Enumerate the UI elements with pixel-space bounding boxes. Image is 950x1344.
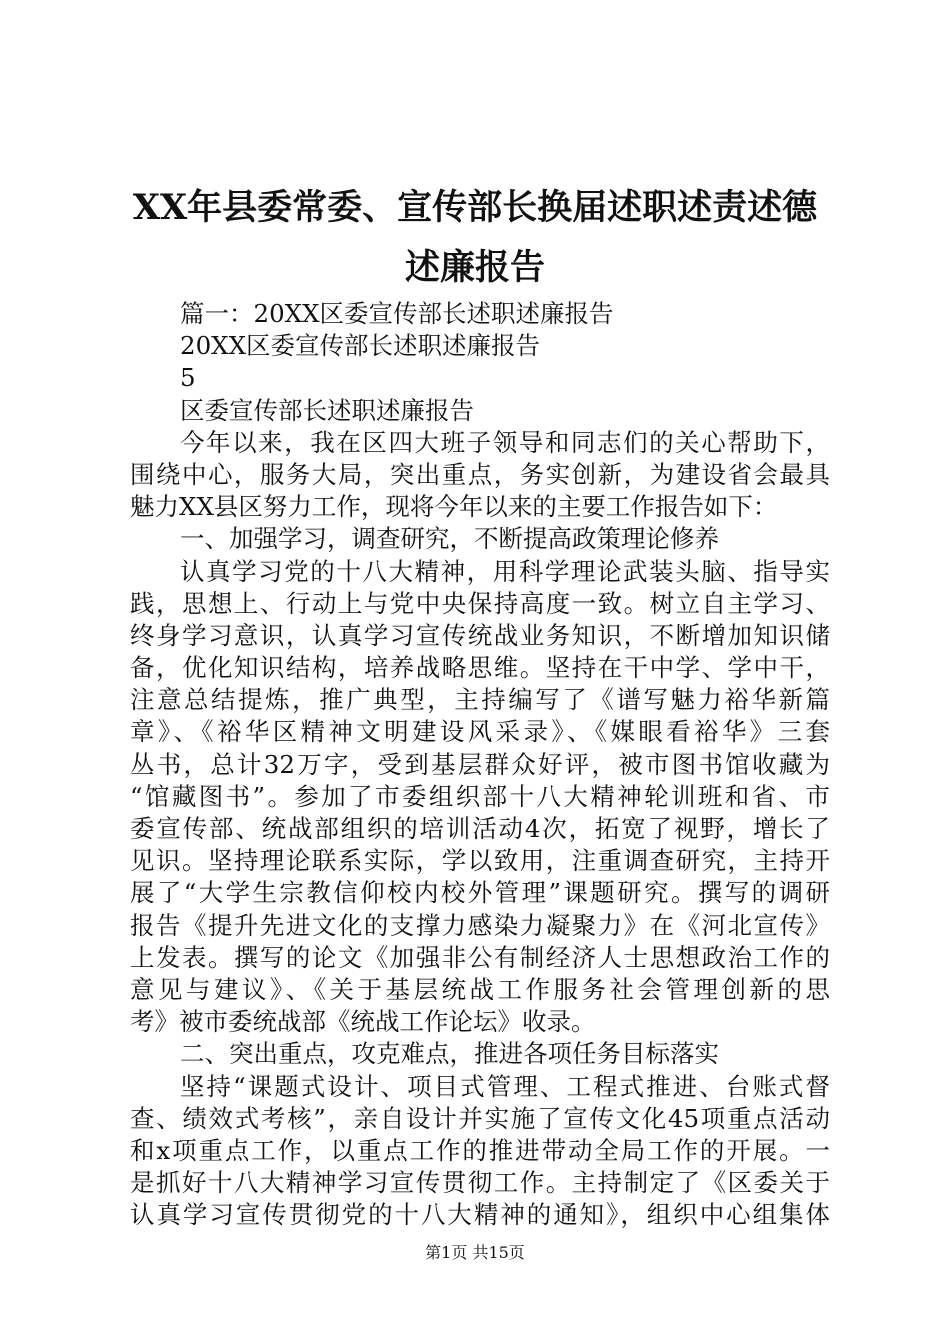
paragraph-line: 展了“大学生宗教信仰校内校外管理”课题研究。撰写的调研 [130, 878, 830, 908]
paragraph-line: 是抓好十八大精神学习宣传贯彻工作。主持制定了《区委关于 [130, 1168, 830, 1198]
section-heading: 一、加强学习，调查研究，不断提高政策理论修养 [180, 524, 719, 554]
paragraph-line: 章》、《裕华区精神文明建设风采录》、《媒眼看裕华》三套 [130, 717, 830, 747]
report-title: 20XX区委宣传部长述职述廉报告 [180, 331, 541, 361]
paragraph-line: 围绕中心，服务大局，突出重点，务实创新，为建设省会最具 [130, 459, 830, 489]
document-title-line-2: 述廉报告 [404, 247, 545, 288]
paragraph-line: 认真学习党的十八大精神，用科学理论武装头脑、指导实 [180, 556, 830, 586]
paragraph-line: 认真学习宣传贯彻党的十八大精神的通知》，组织中心组集体 [130, 1200, 830, 1230]
document-body [130, 298, 830, 1231]
report-subtitle: 区委宣传部长述职述廉报告 [180, 395, 474, 425]
paragraph-line: 和x项重点工作，以重点工作的推进带动全局工作的开展。一 [130, 1135, 830, 1165]
paragraph-line: 终身学习意识，认真学习宣传统战业务知识，不断增加知识储 [130, 620, 830, 650]
paragraph-line: 备，优化知识结构，培养战略思维。坚持在干中学、学中干， [130, 653, 830, 683]
paragraph-line: 坚持“课题式设计、项目式管理、工程式推进、台账式督 [180, 1071, 830, 1101]
paragraph-line: 意见与建议》、《关于基层统战工作服务社会管理创新的思 [130, 974, 830, 1004]
paragraph-line: 查、绩效式考核”，亲自设计并实施了宣传文化45项重点活动 [130, 1103, 830, 1133]
paragraph-line: 考》被市委统战部《统战工作论坛》收录。 [130, 1007, 596, 1037]
page-number-footer: 第1页 共15页 [425, 1243, 525, 1262]
document-title-line-1: XX年县委常委、宣传部长换届述职述责述德 [132, 187, 818, 228]
text-line: 5 [180, 363, 196, 393]
paragraph-line: 注意总结提炼，推广典型，主持编写了《谱写魅力裕华新篇 [130, 685, 830, 715]
paragraph-line: 践，思想上、行动上与党中央保持高度一致。树立自主学习、 [130, 588, 830, 618]
section-heading: 篇一：20XX区委宣传部长述职述廉报告 [180, 299, 614, 328]
section-heading: 二、突出重点，攻克难点，推进各项任务目标落实 [180, 1039, 719, 1069]
paragraph-line: 丛书，总计32万字，受到基层群众好评，被市图书馆收藏为 [130, 749, 830, 779]
paragraph-line: 魅力XX县区努力工作，现将今年以来的主要工作报告如下： [130, 492, 778, 522]
paragraph-line: 今年以来，我在区四大班子领导和同志们的关心帮助下， [180, 427, 830, 457]
paragraph-line: 上发表。撰写的论文《加强非公有制经济人士思想政治工作的 [130, 942, 830, 972]
paragraph-line: 报告《提升先进文化的支撑力感染力凝聚力》在《河北宣传》 [130, 910, 830, 940]
paragraph-line: 委宣传部、统战部组织的培训活动4次，拓宽了视野，增长了 [130, 814, 830, 843]
paragraph-line: 见识。坚持理论联系实际，学以致用，注重调查研究，主持开 [130, 846, 830, 876]
paragraph-line: “馆藏图书”。参加了市委组织部十八大精神轮训班和省、市 [130, 781, 830, 811]
